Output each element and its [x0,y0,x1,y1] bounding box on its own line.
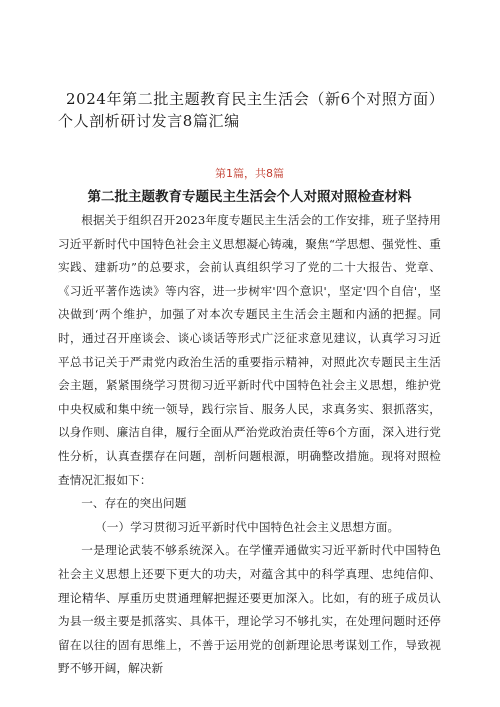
paragraph-point-one: 一是理论武装不够系统深入。在学懂弄通做实习近平新时代中国特色社会主义思想上还要下更大的功夫，对蕴含其中的科学真理、忠纯信仰、理论精华、厚重历史贯通理解把握还要更加深入。比如，有的班子成员认为县一级主要是抓落实、具体干，理论学习不够扎实，在处理问题时还停留在以往的固有思维上，不善于运用党的创新理论思考谋划工作，导致视野不够开阔，解决新 [58,543,441,676]
heading-problems: 一、存在的突出问题 [81,496,187,511]
section-title: 第二批主题教育专题民主生活会个人对照对照检查材料 [87,189,412,205]
body-text [58,209,441,681]
paragraph-intro: 根据关于组织召开2023年度专题民主生活会的工作安排，班子坚持用习近平新时代中国特色社会主义思想凝心铸魂，聚焦“学思想、强党性、重实践、建新功”的总要求，会前认真组织学习了党的二十大报告、党章、《习近平著作选读》等内容，进一步树牢'四个意识'，坚定'四个自信'，坚决做到‘两个维护，加强了对本次专题民主生活会主题和内涵的把握。同时，通过召开座谈会、谈心谈话等形式广泛征求意见建议，认真学习习近平总书记关于严肃党内政治生活的重要指示精神，对照此次专题民主生活会主题，紧紧围绕学习贯彻习近平新时代中国特色社会主义思想，维护党中央权威和集中统一领导，践行宗旨、服务人民，求真务实、狠抓落实，以身作则、廉洁自律，履行全面从严治党政治责任等6个方面，深入进行党性分析，认真查摆存在问题，剖析问题根源，明确整改措施。现将对照检查情况汇报如下： [58,213,441,487]
document-title: 2024年第二批主题教育民主生活会（新6个对照方面）个人剖析研讨发言8篇汇编 [58,90,437,130]
subheading-theory: （一）学习贯彻习近平新时代中国特色社会主义思想方面。 [95,519,400,534]
part-label: 第1篇，共8篇 [215,167,284,180]
